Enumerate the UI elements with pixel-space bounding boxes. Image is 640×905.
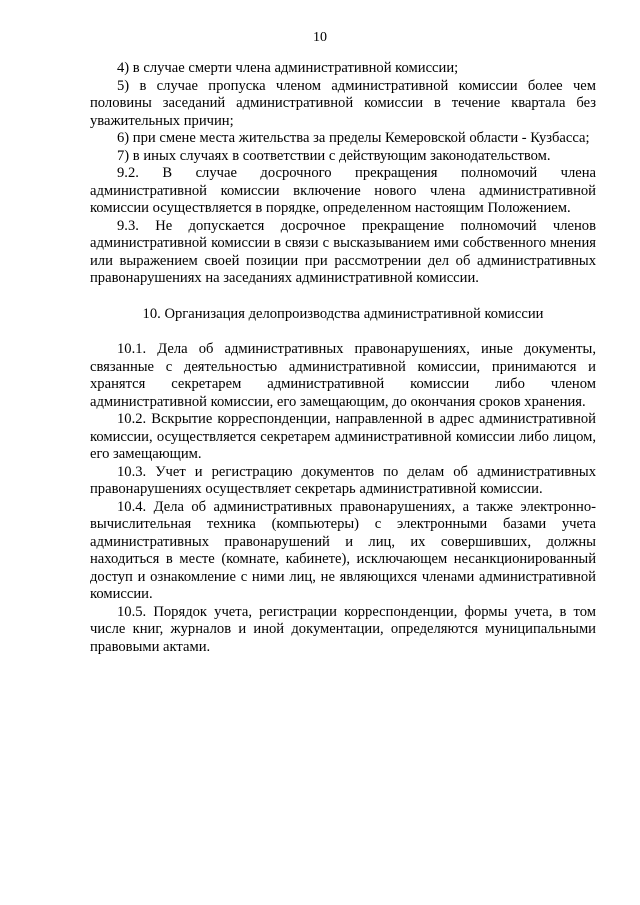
section-heading: 10. Организация делопроизводства административной комиссии bbox=[142, 305, 544, 322]
list-item-7: 7) в иных случаях в соответствии с действующим законодательством. bbox=[117, 147, 551, 164]
document-body bbox=[90, 60, 596, 656]
clause-9-3: 9.3. Не допускается досрочное прекращение полномочий членов административной комиссии в связи с высказыванием ими собственного мнения или выражением своей позиции при рассмотрении дел об административных правонарушениях на заседаниях административной комиссии. bbox=[90, 217, 596, 286]
clause-10-2: 10.2. Вскрытие корреспонденции, направленной в адрес административной комиссии, осуществляется секретарем административной комиссии либо лицом, его замещающим. bbox=[90, 411, 596, 462]
clause-10-4: 10.4. Дела об административных правонарушениях, а также электронно-вычислительная техника (компьютеры) с электронными базами учета административных правонарушений и лиц, их совершивших, должны находиться в месте (комнате, кабинете), исключающем несанкционированный доступ и ознакомление с ними лиц, не являющихся членами административной комиссии. bbox=[90, 498, 596, 602]
clause-10-5: 10.5. Порядок учета, регистрации корреспонденции, формы учета, в том числе книг, журналов и иной документации, определяются муниципальными правовыми актами. bbox=[90, 603, 596, 655]
list-item-5: 5) в случае пропуска членом административной комиссии более чем половины заседаний административной комиссии в течение квартала без уважительных причин; bbox=[90, 77, 596, 129]
list-item-6: 6) при смене места жительства за пределы Кемеровской области - Кузбасса; bbox=[117, 130, 590, 146]
clause-10-3: 10.3. Учет и регистрацию документов по делам об административных правонарушениях осуществляет секретарь административной комиссии. bbox=[90, 463, 596, 497]
clause-10-1: 10.1. Дела об административных правонарушениях, иные документы, связанные с деятельностью административной комиссии, принимаются и хранятся секретарем административной комиссии либо членом административной комиссии, его замещающим, до окончания сроков хранения. bbox=[90, 341, 596, 410]
clause-9-2: 9.2. В случае досрочного прекращения полномочий члена административной комиссии включение нового члена административной комиссии осуществляется в порядке, определенном настоящим Положением. bbox=[90, 165, 596, 216]
page-number: 10 bbox=[313, 30, 327, 45]
list-item-4: 4) в случае смерти члена административной комиссии; bbox=[117, 60, 459, 76]
